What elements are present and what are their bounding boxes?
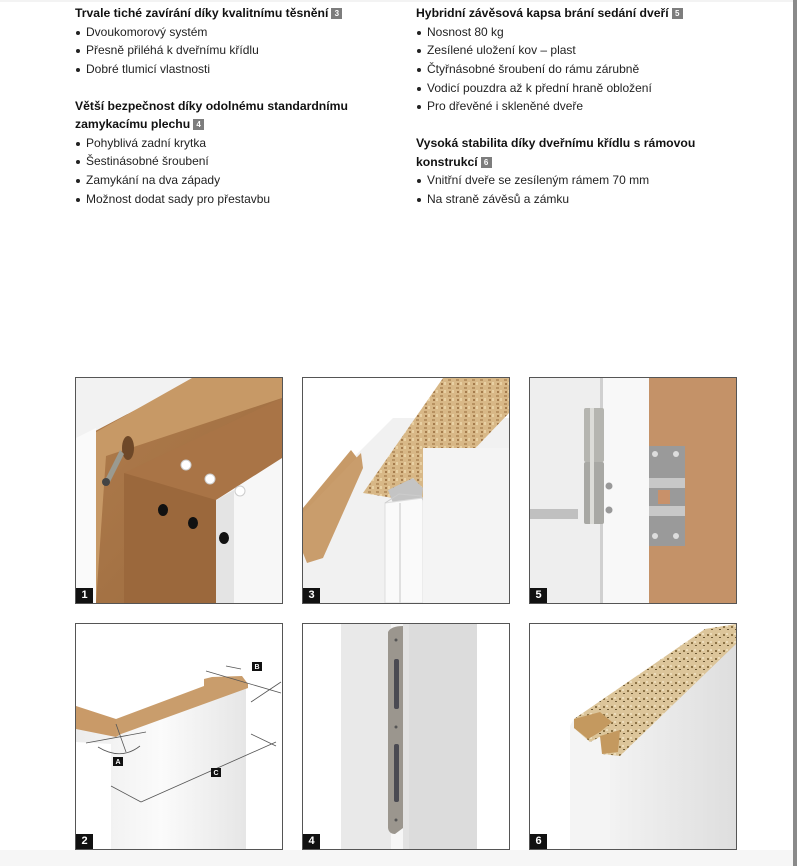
section-door-leaf	[416, 134, 706, 208]
strike-plate-illustration	[303, 624, 509, 849]
feature-list	[416, 23, 736, 117]
dimension-label-b: B	[254, 664, 260, 671]
feature-item: Pohyblivá zadní krytka	[75, 134, 365, 153]
section-seal	[75, 4, 395, 79]
photo-5-hinge	[529, 377, 737, 604]
section-strike-plate	[75, 97, 365, 209]
dimension-label-a: A	[115, 759, 121, 766]
photo-reference-badge: 5	[672, 8, 683, 19]
feature-item: Šestinásobné šroubení	[75, 152, 365, 171]
photo-number-badge: 2	[76, 834, 93, 849]
feature-list	[75, 134, 365, 209]
feature-item: Na straně závěsů a zámku	[416, 190, 706, 209]
feature-item: Nosnost 80 kg	[416, 23, 736, 42]
section-hinge-pocket	[416, 4, 736, 116]
door-leaf-section-illustration	[530, 624, 736, 849]
feature-item: Vnitřní dveře se zesíleným rámem 70 mm	[416, 171, 706, 190]
photo-reference-badge: 4	[193, 119, 204, 130]
photo-number-badge: 1	[76, 588, 93, 603]
feature-item: Přesně přiléhá k dveřnímu křídlu	[75, 41, 395, 60]
seal-profile-illustration	[303, 378, 509, 603]
photo-reference-badge: 3	[331, 8, 342, 19]
right-text-column	[416, 4, 736, 226]
feature-item: Pro dřevěné i skleněné dveře	[416, 97, 736, 116]
section-heading: Větší bezpečnost díky odolnému standardnímu zamykacímu plechu 4	[75, 98, 348, 132]
feature-item: Dobré tlumicí vlastnosti	[75, 60, 395, 79]
photo-number-badge: 3	[303, 588, 320, 603]
feature-item: Dvoukomorový systém	[75, 23, 395, 42]
photo-4-strike-plate	[302, 623, 510, 850]
frame-back-illustration	[76, 378, 282, 603]
section-heading: Hybridní závěsová kapsa brání sedání dveří 5	[416, 4, 736, 23]
frame-profile-dimension-illustration	[76, 624, 282, 849]
photo-number-badge: 5	[530, 588, 547, 603]
photo-reference-badge: 6	[481, 157, 492, 168]
feature-item: Zamykání na dva západy	[75, 171, 365, 190]
photo-number-badge: 4	[303, 834, 320, 849]
feature-item: Zesílené uložení kov – plast	[416, 41, 736, 60]
section-heading: Trvale tiché zavírání díky kvalitnímu těsnění 3	[75, 4, 395, 23]
dimension-label-c: C	[213, 770, 219, 777]
feature-item: Možnost dodat sady pro přestavbu	[75, 190, 365, 209]
page-scrollbar-edge	[793, 0, 797, 866]
page-bottom-edge	[0, 850, 797, 866]
section-heading: Vysoká stabilita díky dveřnímu křídlu s rámovou konstrukcí 6	[416, 136, 696, 169]
photo-3-seal-profile	[302, 377, 510, 604]
feature-item: Vodicí pouzdra až k přední hraně obložení	[416, 79, 736, 98]
photo-2-frame-dimensions	[75, 623, 283, 850]
feature-list	[75, 23, 395, 79]
hinge-illustration	[530, 378, 736, 603]
photo-6-door-leaf-section	[529, 623, 737, 850]
photo-1-frame-fasteners	[75, 377, 283, 604]
left-text-column	[75, 4, 395, 226]
page-top-edge	[0, 0, 797, 2]
feature-item: Čtyřnásobné šroubení do rámu zárubně	[416, 60, 736, 79]
photo-number-badge: 6	[530, 834, 547, 849]
feature-list	[416, 171, 706, 208]
